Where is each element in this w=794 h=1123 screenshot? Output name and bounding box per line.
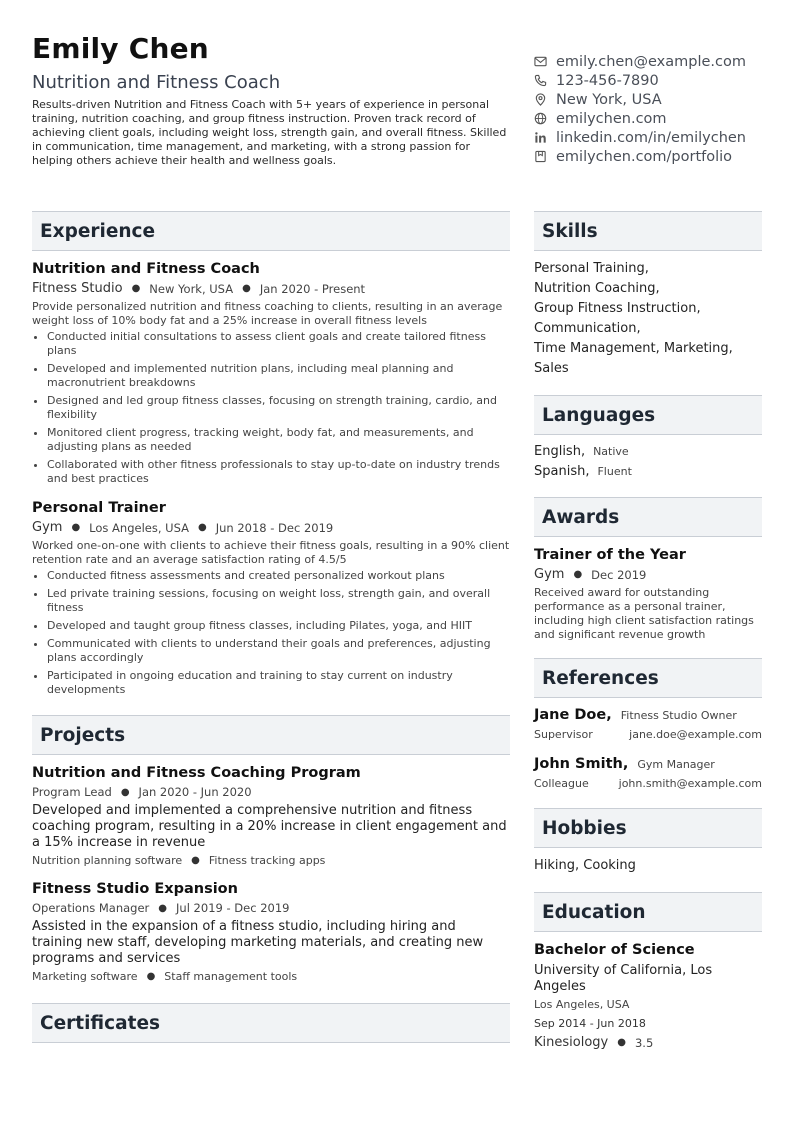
job-company: Gym: [32, 520, 63, 535]
award-entry: [534, 547, 762, 642]
reference-position: Gym Manager: [637, 758, 715, 771]
project-description: Developed and implemented a comprehensive nutrition and fitness coaching program, resulting in a 20% increase in client engagement and a 15% increase in revenue: [32, 803, 507, 850]
section-heading-skills: Skills: [534, 211, 762, 251]
language-item: [534, 441, 762, 461]
project-tool: Fitness tracking apps: [208, 854, 326, 867]
skill-item: Time Management, Marketing,: [534, 341, 733, 356]
linkedin-icon: [534, 131, 547, 144]
section-heading-education: Education: [534, 892, 762, 932]
award-title: Trainer of the Year: [534, 547, 686, 563]
project-meta: [32, 901, 510, 915]
job-dates: Jun 2018 - Dec 2019: [215, 520, 334, 535]
project-tool: Marketing software: [32, 970, 138, 983]
language-name: English,: [534, 443, 586, 459]
reference-entry: [534, 707, 762, 741]
skill-item: Sales: [534, 361, 569, 376]
contact-website-text: emilychen.com: [556, 110, 667, 127]
job-meta: [32, 281, 510, 296]
section-heading-experience: Experience: [32, 211, 510, 251]
contact-website[interactable]: [534, 109, 784, 128]
skills-list: [534, 259, 762, 379]
reference-name: Jane Doe,: [534, 707, 612, 723]
separator-dot: ●: [242, 283, 251, 294]
project-dates: Jan 2020 - Jun 2020: [138, 785, 252, 799]
contact-location: [534, 90, 784, 109]
project-dates: Jul 2019 - Dec 2019: [176, 901, 290, 915]
job-bullets: [32, 330, 510, 486]
hobbies-list: Hiking, Cooking: [534, 857, 636, 873]
job-bullet: • Collaborated with other fitness professionals to stay up-to-date on industry trends and best practices: [47, 458, 510, 486]
contact-linkedin-text: linkedin.com/in/emilychen: [556, 129, 746, 146]
job-bullet: • Developed and implemented nutrition plans, including meal planning and macronutrient breakdowns: [47, 362, 510, 390]
education-entry: [534, 942, 762, 1050]
language-level: Native: [593, 444, 629, 458]
job-bullet: • Developed and taught group fitness classes, including Pilates, yoga, and HIIT: [47, 619, 510, 633]
experience-entry: [32, 261, 510, 486]
reference-details: [534, 777, 762, 790]
profile-summary: Results-driven Nutrition and Fitness Coach with 5+ years of experience in personal training, nutrition coaching, and group fitness instruction. Proven track record of achieving client goals, including weight loss, strength gain, and overall fitness. Skilled in communication, time management, and marketing, with a strong passion for helping others achieve their health and wellness goals.: [32, 98, 507, 167]
section-heading-references: References: [534, 658, 762, 698]
section-heading-languages: Languages: [534, 395, 762, 435]
job-bullets: [32, 569, 510, 697]
project-entry: [32, 881, 510, 983]
contact-email[interactable]: [534, 52, 784, 71]
education-meta: [534, 1035, 762, 1050]
separator-dot: ●: [146, 971, 156, 982]
location-pin-icon: [534, 93, 547, 106]
candidate-name: Emily Chen: [32, 32, 209, 65]
separator-dot: ●: [158, 902, 168, 914]
separator-dot: ●: [197, 522, 207, 533]
award-description: Received award for outstanding performance as a personal trainer, including high client satisfaction ratings and significant revenue growth: [534, 586, 754, 641]
project-tool: Nutrition planning software: [32, 854, 183, 867]
mail-icon: [534, 55, 547, 68]
job-location: Los Angeles, USA: [89, 520, 189, 535]
project-meta: [32, 785, 510, 799]
project-description: Assisted in the expansion of a fitness studio, including hiring and training new staff, developing marketing materials, and creating new programs and services: [32, 919, 484, 966]
contact-location-text: New York, USA: [556, 91, 662, 108]
reference-entry: [534, 756, 762, 790]
job-bullet: • Led private training sessions, focusing on weight loss, strength gain, and overall fitness: [47, 587, 510, 615]
job-bullet: • Conducted fitness assessments and created personalized workout plans: [47, 569, 510, 583]
reference-details: [534, 728, 762, 741]
contact-block: [534, 52, 784, 166]
reference-email[interactable]: john.smith@example.com: [618, 777, 762, 790]
experience-entry: [32, 500, 510, 697]
education-dates: Sep 2014 - Jun 2018: [534, 1017, 646, 1030]
project-title: Nutrition and Fitness Coaching Program: [32, 765, 361, 781]
project-role: Program Lead: [32, 785, 112, 799]
job-bullet: • Conducted initial consultations to assess client goals and create tailored fitness plans: [47, 330, 510, 358]
phone-icon: [534, 74, 547, 87]
job-company: Fitness Studio: [32, 281, 123, 296]
section-heading-hobbies: Hobbies: [534, 808, 762, 848]
language-name: Spanish,: [534, 463, 590, 479]
award-issuer: Gym: [534, 567, 565, 582]
candidate-title: Nutrition and Fitness Coach: [32, 72, 281, 93]
reference-header: [534, 707, 762, 723]
reference-email[interactable]: jane.doe@example.com: [629, 728, 762, 741]
job-bullet: • Designed and led group fitness classes, focusing on strength training, cardio, and flexibility: [47, 394, 510, 422]
project-tool: Staff management tools: [164, 970, 298, 983]
job-title: Nutrition and Fitness Coach: [32, 261, 260, 277]
project-entry: [32, 765, 510, 867]
separator-dot: ●: [573, 569, 583, 580]
section-heading-projects: Projects: [32, 715, 510, 755]
separator-dot: ●: [191, 855, 200, 866]
education-school: University of California, Los Angeles: [534, 963, 713, 994]
section-heading-certificates: Certificates: [32, 1003, 510, 1043]
job-bullet: • Communicated with clients to understand their goals and preferences, adjusting plans accordingly: [47, 637, 510, 665]
job-title: Personal Trainer: [32, 500, 166, 516]
language-level: Fluent: [597, 464, 632, 478]
language-item: [534, 461, 762, 481]
contact-phone-text: 123-456-7890: [556, 72, 659, 89]
left-column: [32, 211, 510, 1043]
reference-relationship: Supervisor: [534, 728, 593, 741]
languages-list: [534, 441, 762, 481]
project-role: Operations Manager: [32, 901, 150, 915]
contact-phone[interactable]: [534, 71, 784, 90]
contact-email-text: emily.chen@example.com: [556, 53, 746, 70]
job-bullet: • Participated in ongoing education and training to stay current on industry developments: [47, 669, 510, 697]
separator-dot: ●: [71, 522, 81, 533]
separator-dot: ●: [120, 786, 130, 798]
skill-item: Communication,: [534, 321, 641, 336]
job-summary: Provide personalized nutrition and fitness coaching to clients, resulting in an average weight loss of 10% body fat and a 25% increase in overall fitness levels: [32, 300, 503, 327]
skill-item: Nutrition Coaching,: [534, 281, 660, 296]
reference-relationship: Colleague: [534, 777, 589, 790]
education-gpa: 3.5: [634, 1035, 654, 1050]
separator-dot: ●: [617, 1037, 626, 1048]
section-heading-awards: Awards: [534, 497, 762, 537]
education-degree: Bachelor of Science: [534, 942, 695, 958]
contact-linkedin[interactable]: [534, 128, 784, 147]
education-location: Los Angeles, USA: [534, 998, 630, 1011]
education-field: Kinesiology: [534, 1035, 609, 1050]
skill-item: Personal Training,: [534, 261, 649, 276]
project-title: Fitness Studio Expansion: [32, 881, 238, 897]
job-summary: Worked one-on-one with clients to achieve their fitness goals, resulting in a 90% client retention rate and an average satisfaction rating of 4.5/5: [32, 539, 510, 566]
reference-header: [534, 756, 762, 772]
job-meta: [32, 520, 510, 535]
reference-position: Fitness Studio Owner: [620, 709, 737, 722]
job-location: New York, USA: [149, 281, 234, 296]
separator-dot: ●: [131, 283, 141, 294]
job-bullet: • Monitored client progress, tracking weight, body fat, and measurements, and adjusting plans as needed: [47, 426, 510, 454]
right-column: [534, 211, 762, 1050]
project-tools: [32, 854, 510, 867]
award-meta: [534, 567, 762, 582]
globe-icon: [534, 112, 547, 125]
reference-name: John Smith,: [534, 756, 629, 772]
portfolio-icon: [534, 150, 547, 163]
job-dates: Jan 2020 - Present: [259, 281, 366, 296]
skill-item: Group Fitness Instruction,: [534, 301, 701, 316]
contact-portfolio-text: emilychen.com/portfolio: [556, 148, 733, 165]
contact-portfolio[interactable]: [534, 147, 784, 166]
award-date: Dec 2019: [591, 567, 647, 582]
project-tools: [32, 970, 510, 983]
